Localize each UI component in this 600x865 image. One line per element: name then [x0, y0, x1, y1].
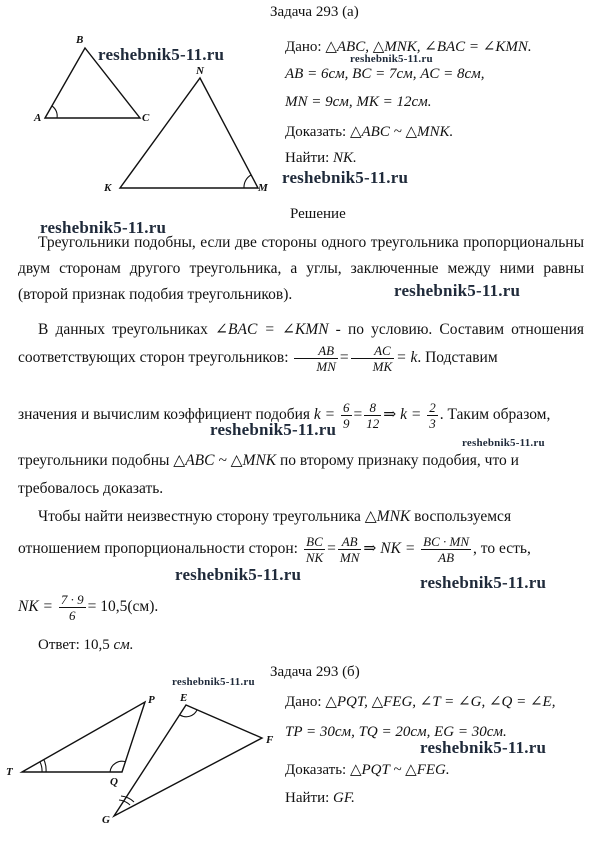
p2-k: = k — [396, 349, 418, 367]
triangle-knm — [120, 78, 258, 188]
frac-num-ab-2: AB — [338, 534, 362, 550]
p6-mnk: △MNK — [364, 508, 411, 525]
angle-arc-g — [119, 800, 130, 805]
watermark: reshebnik5-11.ru — [98, 45, 225, 64]
implies-k: ⇒ k = — [383, 406, 422, 424]
watermark: reshebnik5-11.ru — [282, 168, 409, 187]
p6-text-b: воспользуемся — [414, 508, 512, 525]
task-b-prove — [285, 760, 450, 779]
task-a-title: Задача 293 (а) — [270, 4, 359, 20]
task-a-prove — [285, 122, 453, 141]
solution-paragraph-6 — [18, 504, 584, 530]
task-a-given-2: AB = 6см, BC = 7см, AC = 8см, — [285, 66, 485, 82]
p6-text-a: Чтобы найти неизвестную сторону треугольника — [38, 508, 361, 525]
solution-paragraph-4 — [18, 448, 584, 474]
frac-num-8: 8 — [364, 400, 381, 416]
p4-text-a: треугольники подобны — [18, 452, 170, 469]
label-c: C — [142, 112, 150, 124]
fraction-79-6 — [59, 592, 86, 623]
watermark: reshebnik5-11.ru — [210, 420, 337, 439]
watermark: reshebnik5-11.ru — [462, 437, 545, 449]
watermark: reshebnik5-11.ru — [420, 738, 547, 757]
answer — [38, 637, 134, 654]
frac-den-9: 9 — [343, 416, 350, 431]
p4-text-b: по второму признаку подобия, что и — [280, 452, 519, 469]
solution-paragraph-5: требовалось доказать. — [18, 480, 164, 497]
watermark: reshebnik5-11.ru — [172, 676, 255, 688]
p3-text-a: значения и вычислим коэффициент подобия — [18, 406, 311, 424]
frac-num-2: 2 — [429, 400, 436, 415]
label-q: Q — [110, 776, 118, 788]
solution-paragraph-3: значения и вычислим коэффициент подобия k = $\frac{6}{9}$ = $\frac{8}{12}$ ⇒ k = $\frac{2}{3}$ . Таким образом, — [18, 400, 551, 431]
fraction-bcmn-ab — [421, 534, 471, 565]
p2-angle: ∠BAC = ∠KMN — [215, 321, 329, 338]
label-g: G — [102, 814, 110, 826]
prove-label-b: Доказать: — [285, 762, 347, 778]
implies-nk: ⇒ NK = — [363, 540, 416, 558]
fraction-bc-nk — [304, 534, 325, 565]
answer-label: Ответ: 10,5 — [38, 637, 110, 653]
answer-unit: см. — [113, 637, 134, 653]
label-n: N — [196, 65, 204, 77]
frac-den-mn-2: MN — [339, 550, 360, 565]
task-b-given-line1 — [285, 692, 555, 711]
frac-den-nk: NK — [305, 550, 324, 565]
frac-num-ac: AC — [351, 343, 395, 359]
task-b-title: Задача 293 (б) — [270, 664, 360, 680]
frac-num-bcmn: BC · MN — [423, 534, 470, 549]
fraction-6-9 — [341, 400, 352, 431]
p2-text-b: - по условию. Составим отношения соответствующих сторон треугольников: — [18, 321, 585, 367]
frac-den-12: 12 — [366, 416, 380, 431]
watermark: reshebnik5-11.ru — [420, 573, 547, 592]
frac-den-3: 3 — [429, 416, 436, 431]
angle-arc-a — [52, 106, 57, 118]
task-b-find — [285, 790, 355, 807]
find-label: Найти: — [285, 150, 330, 166]
given-1: △ABC, △MNK, ∠BAC = ∠KMN. — [325, 39, 532, 55]
given-label-b: Дано: — [285, 694, 322, 710]
p4-similarity: △ABC ~ △MNK — [173, 452, 277, 469]
frac-den-ab: AB — [438, 550, 455, 565]
label-m: M — [258, 182, 268, 194]
nk-calc-pre: NK = — [18, 598, 54, 616]
find-value: NK. — [333, 150, 357, 166]
fraction-ab-mn — [294, 343, 338, 374]
label-p: P — [148, 694, 155, 706]
frac-num-ab: AB — [294, 343, 338, 359]
find-label-b: Найти: — [285, 790, 330, 806]
prove-label: Доказать: — [285, 124, 347, 140]
k-equals: k = — [313, 406, 336, 424]
label-e: E — [180, 692, 188, 704]
frac-num-bc: BC — [304, 534, 325, 550]
label-b: B — [76, 34, 84, 46]
fraction-ab-mn-2 — [338, 534, 362, 565]
given-label: Дано: — [285, 39, 322, 55]
p7-text-a: отношением пропорциональности сторон: — [18, 540, 298, 558]
fraction-8-12 — [364, 400, 381, 431]
task-a-given-3: MN = 9см, MK = 12см. — [285, 94, 432, 110]
triangle-pqt — [22, 702, 145, 772]
solution-paragraph-1: Треугольники подобны, если две стороны одного треугольника пропорциональны двум сторонам другого треугольника, а углы, заключенные между ними равны (второй признак подобия треугольников). — [18, 234, 584, 303]
frac-den-mn: MN — [316, 359, 336, 374]
label-t: T — [6, 766, 13, 778]
frac-den-6: 6 — [69, 608, 76, 623]
solution-heading: Решение — [290, 206, 346, 222]
angle-arc-m — [244, 175, 251, 188]
find-value-b: GF. — [333, 790, 355, 806]
task-a-find — [285, 150, 357, 167]
p2-text-c: . Подставим — [417, 349, 498, 367]
prove-value: △ABC ~ △MNK. — [349, 124, 454, 140]
p7-text-b: , то есть, — [473, 540, 531, 558]
p2-text-a: В данных треугольниках — [38, 321, 208, 338]
solution-paragraph-7: отношением пропорциональности сторон: $\frac{BC}{NK}$ = $\frac{AB}{MN}$ ⇒ NK = $\frac{BC \cdot MN}{AB}$ , то есть, — [18, 534, 531, 565]
nk-result: = 10,5(см). — [87, 598, 159, 616]
given-1-b: △PQT, △FEG, ∠T = ∠G, ∠Q = ∠E, — [325, 694, 556, 710]
watermark: reshebnik5-11.ru — [40, 218, 167, 237]
watermark: reshebnik5-11.ru — [394, 281, 521, 300]
angle-arc-t2 — [44, 760, 46, 772]
label-a: A — [34, 112, 42, 124]
frac-num-6: 6 — [343, 400, 350, 415]
fraction-2-3 — [427, 400, 438, 431]
label-k: K — [104, 182, 112, 194]
solution-nk-calc — [18, 592, 584, 623]
triangle-feg — [114, 705, 262, 816]
frac-num-79: 7 · 9 — [60, 592, 84, 607]
angle-arc-t — [40, 762, 42, 772]
prove-value-b: △PQT ~ △FEG. — [349, 762, 450, 778]
fraction-ac-mk — [351, 343, 395, 374]
task-b-given-2: TP = 30см, TQ = 20см, EG = 30см. — [285, 724, 507, 740]
watermark: reshebnik5-11.ru — [175, 565, 302, 584]
watermark: reshebnik5-11.ru — [350, 53, 433, 65]
frac-den-mk: MK — [372, 359, 393, 374]
label-f: F — [266, 734, 274, 746]
solution-paragraph-2: В данных треугольниках ∠BAC = ∠KMN - по условию. Составим отношения соответствующих сторон треугольников: $\frac{AB}{MN}$ = $\frac{AC}{MK}$ = k. Подставим — [18, 321, 585, 374]
p3-text-b: . Таким образом, — [439, 406, 551, 424]
